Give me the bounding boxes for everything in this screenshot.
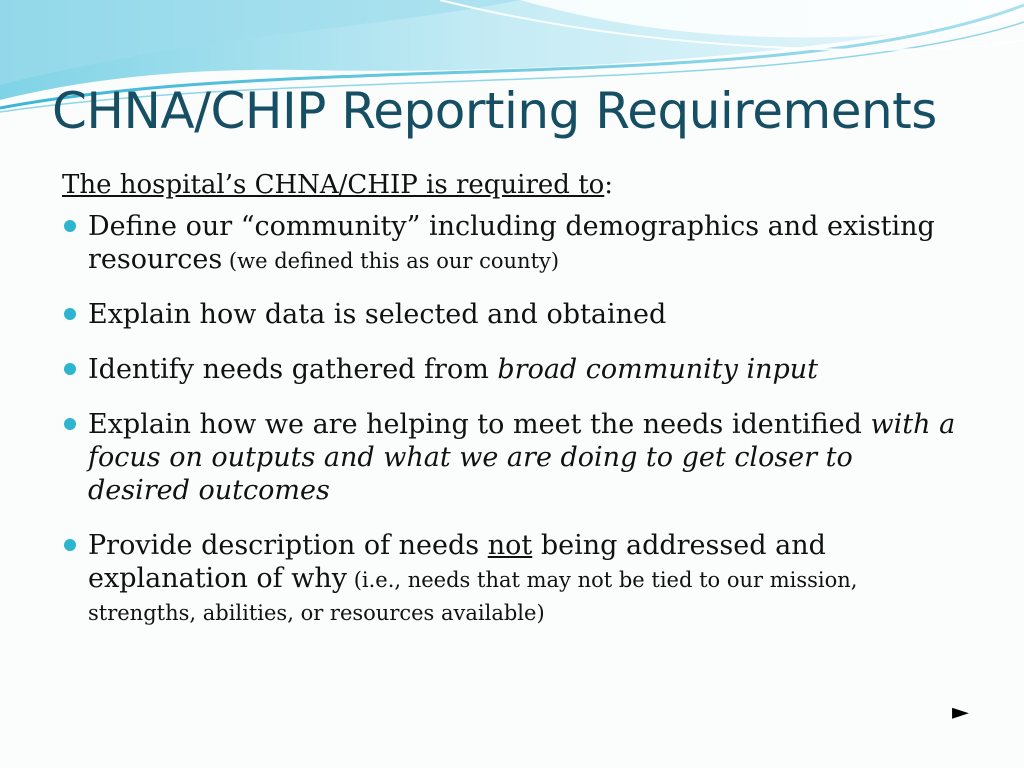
intro-line	[62, 170, 962, 200]
bullet-emphasis: broad community input	[497, 354, 819, 385]
bullet-dot-icon	[64, 220, 76, 232]
bullet-dot-icon	[64, 539, 76, 551]
list-item	[62, 529, 962, 628]
slide-body	[62, 170, 962, 650]
bullet-note: (we defined this as our county)	[222, 249, 560, 273]
next-slide-arrow-icon[interactable]: ►	[952, 700, 969, 725]
bullet-text: Define our “community” including demographics and existing resources	[88, 211, 935, 275]
bullet-dot-icon	[64, 308, 76, 320]
bullet-emphasis: with a focus on outputs and what we are doing to get closer to desired outcomes	[88, 409, 956, 506]
bullet-dot-icon	[64, 363, 76, 375]
list-item	[62, 210, 962, 278]
intro-colon: :	[604, 170, 614, 200]
bullet-note: (i.e., needs that may not be tied to our mission, strengths, abilities, or resources available)	[88, 568, 858, 625]
slide-title: CHNA/CHIP Reporting Requirements	[52, 82, 937, 140]
bullet-underlined: not	[487, 530, 533, 561]
list-item	[62, 408, 962, 507]
requirements-list	[62, 210, 962, 628]
list-item	[62, 298, 962, 331]
bullet-text: Identify needs gathered from	[88, 354, 498, 385]
bullet-text-cont: being addressed and explanation of why	[88, 530, 826, 594]
bullet-text: Explain how we are helping to meet the needs identified	[88, 409, 871, 440]
list-item	[62, 353, 962, 386]
bullet-dot-icon	[64, 418, 76, 430]
bullet-text: Explain how data is selected and obtained	[88, 299, 667, 330]
bullet-text: Provide description of needs	[88, 530, 488, 561]
intro-underlined-text: The hospital’s CHNA/CHIP is required to	[62, 170, 605, 200]
